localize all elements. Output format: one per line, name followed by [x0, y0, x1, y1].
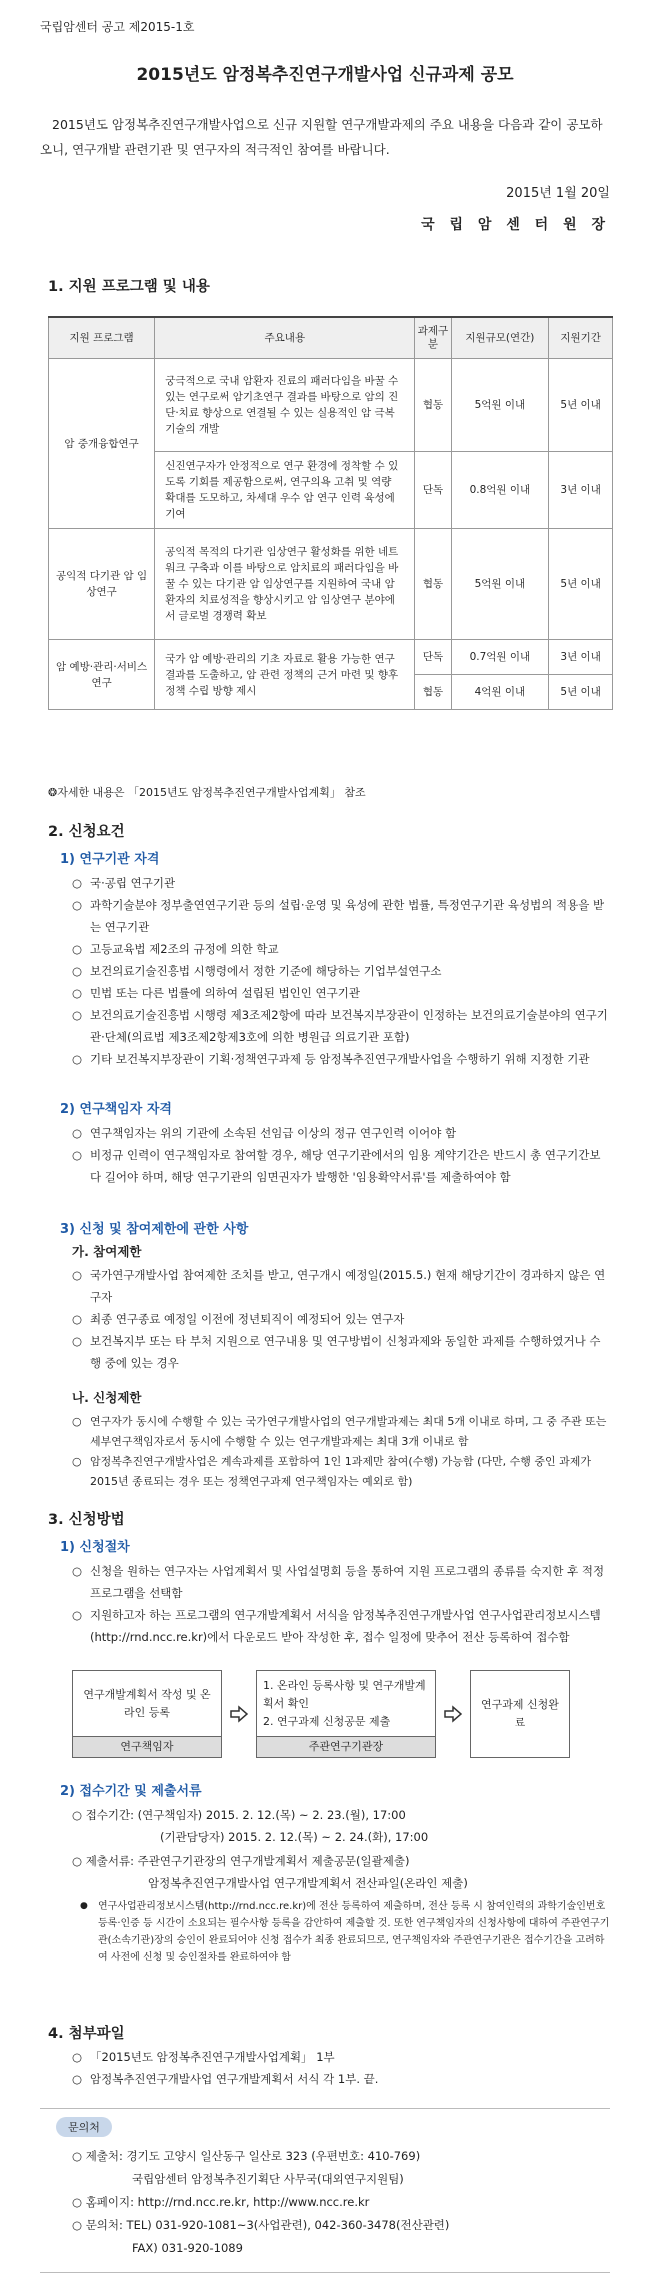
table-row: [49, 359, 613, 452]
list-item: ○ 지원하고자 하는 프로그램의 연구개발계획서 서식을 암정복추진연구개발사업 연구사업관리정보시스템(http://rnd.ncc.re.kr)에서 다운로드 받아 작성한 후, 접수 일정에 맞추어 전산 등록하여 접수함: [72, 1604, 610, 1648]
program-cell: 암 예방·관리·서비스 연구: [49, 640, 155, 710]
table-row: [49, 640, 613, 675]
list-item: ○ 연구책임자는 위의 기관에 소속된 선임급 이상의 정규 연구인력 이어야 함: [72, 1122, 610, 1144]
attachment-item[interactable]: ○ 암정복추진연구개발사업 연구개발계획서 서식 각 1부. 끝.: [72, 2068, 610, 2090]
col-header: 지원규모(연간): [451, 317, 549, 359]
page-title: 2015년도 암정복추진연구개발사업 신규과제 공모: [136, 65, 514, 85]
sub-subsection-heading: 나. 신청제한: [72, 1390, 142, 1405]
section-1-heading: 1. 지원 프로그램 및 내용: [48, 279, 210, 295]
flow-step-role: 연구책임자: [73, 1736, 221, 1757]
arrow-right-icon: [444, 1705, 462, 1723]
list-item: ○ 고등교육법 제2조의 규정에 의한 학교: [72, 938, 610, 960]
list-item: ○ 과학기술분야 정부출연연구기관 등의 설립·운영 및 육성에 관한 법률, 특정연구기관 육성법의 적용을 받는 연구기관: [72, 894, 610, 938]
pi-list: [72, 1122, 610, 1188]
contact-line: 국립암센터 암정복추진기획단 사무국(대외연구지원팀): [132, 2172, 404, 2186]
flow-step-1: [72, 1670, 222, 1758]
type-cell: 단독: [415, 452, 451, 529]
docs-note: [80, 1898, 610, 1966]
table-header-row: [49, 317, 613, 359]
col-header: 과제구분: [415, 317, 451, 359]
list-item: ○ 국·공립 연구기관: [72, 872, 610, 894]
section-3-heading: 3. 신청방법: [48, 1512, 125, 1528]
procedure-list: [72, 1560, 610, 1648]
attachment-item[interactable]: ○ 「2015년도 암정복추진연구개발사업계획」 1부: [72, 2046, 610, 2068]
list-item: ● 연구사업관리정보시스템(http://rnd.ncc.re.kr)에 전산 등록하여 제출하며, 전산 등록 시 참여인력의 과학기술인번호 등록·인증 등 시간이 소요되는 필수사항 등록을 감안하여 제출할 것. 또한 연구책임자의 신청사항에 대하여 주관연구기관(소속기관)장의 승인이 완료되어야 신청 접수가 최종 완료되므로, 연구책임자와 주관연구기관은 접수기간을 고려하여 사전에 신청 및 승인절차를 완료하여야 함: [80, 1898, 610, 1966]
subsection-heading: 3) 신청 및 참여제한에 관한 사항: [60, 1222, 249, 1237]
type-cell: 단독: [415, 640, 451, 675]
desc-cell: 신진연구자가 안정적으로 연구 환경에 정착할 수 있도록 기회를 제공함으로써, 연구의욕 고취 및 역량 확대를 도모하고, 차세대 우수 암 연구 인력 육성에 기여: [155, 452, 415, 529]
scale-cell: 5억원 이내: [451, 529, 549, 640]
list-item: ○ 신청을 원하는 연구자는 사업계획서 및 사업설명회 등을 통하여 지원 프로그램의 종류를 숙지한 후 적정 프로그램을 선택함: [72, 1560, 610, 1604]
scale-cell: 4억원 이내: [451, 675, 549, 710]
type-cell: 협동: [415, 529, 451, 640]
flow-step-text: 연구개발계획서 작성 및 온라인 등록: [83, 1688, 211, 1719]
period-cell: 5년 이내: [549, 359, 613, 452]
divider: [40, 2272, 610, 2273]
contact-link[interactable]: ○ 홈페이지: http://rnd.ncc.re.kr, http://www.ncc.re.kr: [72, 2195, 370, 2209]
program-cell: 공익적 다기관 암 임상연구: [49, 529, 155, 640]
docs-line: 암정복추진연구개발사업 연구개발계획서 전산파일(온라인 제출): [148, 1876, 468, 1890]
limit-list: [72, 1264, 610, 1374]
table-note: ❂자세한 내용은 「2015년도 암정복추진연구개발사업계획」 참조: [48, 786, 366, 799]
program-table: [48, 316, 613, 710]
period-cell: 5년 이내: [549, 675, 613, 710]
list-item: ○ 보건의료기술진흥법 시행령 제3조제2항에 따라 보건복지부장관이 인정하는 보건의료기술분야의 연구기관·단체(의료법 제3조제2항제3호에 의한 병원급 의료기관 포함): [72, 1004, 610, 1048]
table-row: [49, 529, 613, 640]
type-cell: 협동: [415, 675, 451, 710]
subsection-heading: 2) 접수기간 및 제출서류: [60, 1784, 202, 1799]
list-item: ○ 보건복지부 또는 타 부처 지원으로 연구내용 및 연구방법이 신청과제와 동일한 과제를 수행하였거나 수행 중에 있는 경우: [72, 1330, 610, 1374]
list-item: ○ 연구자가 동시에 수행할 수 있는 국가연구개발사업의 연구개발과제는 최대 5개 이내로 하며, 그 중 주관 또는 세부연구책임자로서 동시에 수행할 수 있는 연구개발과제는 최대 3개 이내로 함: [72, 1412, 610, 1452]
scale-cell: 0.7억원 이내: [451, 640, 549, 675]
arrow-right-icon: [230, 1705, 248, 1723]
notice-date: 2015년 1월 20일: [506, 186, 610, 201]
section-4-heading: 4. 첨부파일: [48, 2026, 125, 2042]
program-cell: 암 중개융합연구: [49, 359, 155, 529]
subsection-heading: 2) 연구책임자 자격: [60, 1102, 172, 1117]
docs-line: ○ 제출서류: 주관연구기관장의 연구개발계획서 제출공문(일괄제출): [72, 1854, 410, 1868]
notice-number: 국립암센터 공고 제2015-1호: [40, 20, 195, 34]
institution-list: [72, 872, 610, 1070]
desc-cell: 궁극적으로 국내 암환자 진료의 패러다임을 바꿀 수 있는 연구로써 암기초연구 결과를 바탕으로 암의 진단·치료 향상으로 연결될 수 있는 실용적인 암 극복 기술의 개발: [155, 359, 415, 452]
contact-badge: 문의처: [56, 2117, 112, 2137]
scale-cell: 5억원 이내: [451, 359, 549, 452]
list-item: ○ 기타 보건복지부장관이 기획·정책연구과제 등 암정복추진연구개발사업을 수행하기 위해 지정한 기관: [72, 1048, 610, 1070]
col-header: 주요내용: [155, 317, 415, 359]
col-header: 지원기간: [549, 317, 613, 359]
desc-cell: 공익적 목적의 다기관 임상연구 활성화를 위한 네트워크 구축과 이를 바탕으로 암치료의 패러다임을 바꿀 수 있는 다기관 암 임상연구를 지원하여 국내 암환자의 치료성적을 향상시키고 암 임상연구 분야에서 글로벌 경쟁력 확보: [155, 529, 415, 640]
flow-step-2: [256, 1670, 436, 1758]
list-item: ○ 비정규 인력이 연구책임자로 참여할 경우, 해당 연구기관에서의 임용 계약기간은 반드시 총 연구기간보다 길어야 하며, 해당 연구기관의 임면권자가 발행한 '임용확약서류'를 제출하여야 함: [72, 1144, 610, 1188]
contact-line: ○ 문의처: TEL) 031-920-1081~3(사업관련), 042-360-3478(전산관련): [72, 2218, 450, 2232]
flow-step-text: 연구과제 신청완료: [481, 1698, 559, 1729]
desc-cell: 국가 암 예방·관리의 기초 자료로 활용 가능한 연구결과를 도출하고, 암 관련 정책의 근거 마련 및 향후 정책 수립 방향 제시: [155, 640, 415, 710]
section-2-heading: 2. 신청요건: [48, 824, 125, 840]
flow-step-role: 주관연구기관장: [257, 1736, 435, 1757]
flow-step-text: 1. 온라인 등록사항 및 연구개발계획서 확인 2. 연구과제 신청공문 제출: [263, 1679, 426, 1728]
type-cell: 협동: [415, 359, 451, 452]
intro-paragraph: 2015년도 암정복추진연구개발사업으로 신규 지원할 연구개발과제의 주요 내용을 다음과 같이 공모하오니, 연구개발 관련기관 및 연구자의 적극적인 참여를 바랍니다.: [40, 117, 603, 157]
divider: [40, 2108, 610, 2109]
contact-line: FAX) 031-920-1089: [132, 2241, 243, 2255]
subsection-heading: 1) 신청절차: [60, 1540, 130, 1555]
attachment-list: [72, 2046, 610, 2090]
list-item: ○ 민법 또는 다른 법률에 의하여 설립된 법인인 연구기관: [72, 982, 610, 1004]
list-item: ○ 암정복추진연구개발사업은 계속과제를 포함하여 1인 1과제만 참여(수행) 가능함 (다만, 수행 중인 과제가 2015년 종료되는 경우 또는 정책연구과제 연구책임자는 예외로 함): [72, 1452, 610, 1492]
period-cell: 3년 이내: [549, 640, 613, 675]
list-item: ○ 보건의료기술진흥법 시행령에서 정한 기준에 해당하는 기업부설연구소: [72, 960, 610, 982]
period-cell: 5년 이내: [549, 529, 613, 640]
flow-step-3: [470, 1670, 570, 1758]
col-header: 지원 프로그램: [49, 317, 155, 359]
period-line: ○ 접수기간: (연구책임자) 2015. 2. 12.(목) ~ 2. 23.(월), 17:00: [72, 1808, 406, 1822]
period-cell: 3년 이내: [549, 452, 613, 529]
apply-limit-list: [72, 1412, 610, 1492]
list-item: ○ 국가연구개발사업 참여제한 조치를 받고, 연구개시 예정일(2015.5.) 현재 해당기간이 경과하지 않은 연구자: [72, 1264, 610, 1308]
scale-cell: 0.8억원 이내: [451, 452, 549, 529]
subsection-heading: 1) 연구기관 자격: [60, 852, 160, 867]
period-line: (기관담당자) 2015. 2. 12.(목) ~ 2. 24.(화), 17:00: [160, 1830, 429, 1844]
list-item: ○ 최종 연구종료 예정일 이전에 정년퇴직이 예정되어 있는 연구자: [72, 1308, 610, 1330]
contact-line: ○ 제출처: 경기도 고양시 일산동구 일산로 323 (우편번호: 410-769): [72, 2149, 421, 2163]
sub-subsection-heading: 가. 참여제한: [72, 1244, 142, 1259]
issuer: 국 립 암 센 터 원 장: [421, 217, 610, 233]
